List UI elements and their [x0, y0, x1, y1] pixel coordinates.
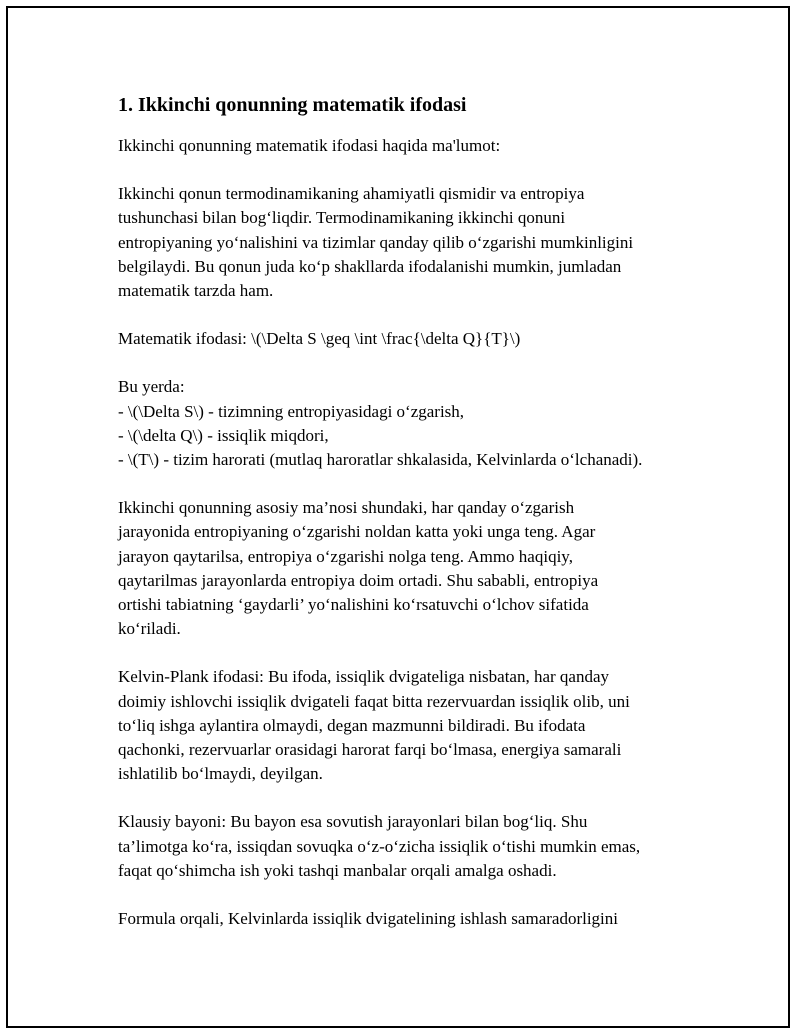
text-line: jarayon qaytarilsa, entropiya o‘zgarishi nolga teng. Ammo haqiqiy, [118, 546, 573, 566]
text-line: Kelvin-Plank ifodasi: Bu ifoda, issiqlik dvigateliga nisbatan, har qanday [118, 667, 610, 687]
formula-paragraph [118, 327, 698, 351]
text-line: Ikkinchi qonunning asosiy ma’nosi shundaki, har qanday o‘zgarish [118, 498, 575, 518]
paragraph-kelvin-plank [118, 665, 698, 786]
text-line: tushunchasi bilan bog‘liqdir. Termodinamikaning ikkinchi qonuni [118, 208, 566, 228]
text-line: ortishi tabiatning ‘gaydarli’ yo‘nalishini ko‘rsatuvchi o‘lchov sifatida [118, 595, 589, 615]
text-line: belgilaydi. Bu qonun juda ko‘p shakllarda ifodalanishi mumkin, jumladan [118, 256, 622, 276]
text-line: Ikkinchi qonun termodinamikaning ahamiyatli qismidir va entropiya [118, 184, 585, 204]
definitions-list [118, 375, 698, 472]
text-line: qaytarilmas jarayonlarda entropiya doim ortadi. Shu sababli, entropiya [118, 570, 599, 590]
paragraph-formula-efficiency [118, 907, 698, 931]
paragraph-entropy-overview [118, 182, 698, 303]
text-line: doimiy ishlovchi issiqlik dvigateli faqat bitta rezervuardan issiqlik olib, uni [118, 691, 630, 711]
section-heading: 1. Ikkinchi qonunning matematik ifodasi [118, 94, 467, 116]
document-body [118, 92, 698, 955]
intro-line: Ikkinchi qonunning matematik ifodasi haqida ma'lumot: [118, 136, 501, 155]
text-line: qachonki, rezervuarlar orasidagi harorat farqi bo‘lmasa, energiya samarali [118, 740, 622, 760]
text-line: Formula orqali, Kelvinlarda issiqlik dvigatelining ishlash samaradorligini [118, 909, 618, 929]
definitions-intro: Bu yerda: [118, 377, 185, 397]
paragraph-meaning [118, 496, 698, 641]
formula-line: Matematik ifodasi: \(\Delta S \geq \int \frac{\delta Q}{T}\) [118, 329, 521, 349]
text-line: jarayonida entropiyaning o‘zgarishi noldan katta yoki unga teng. Agar [118, 522, 596, 542]
text-line: ko‘riladi. [118, 619, 181, 639]
definition-item: - \(\delta Q\) - issiqlik miqdori, [118, 425, 329, 445]
paragraph-clausius [118, 810, 698, 883]
definition-item: - \(T\) - tizim harorati (mutlaq haroratlar shkalasida, Kelvinlarda o‘lchanadi). [118, 450, 643, 470]
text-line: entropiyaning yo‘nalishini va tizimlar qanday qilib o‘zgarishi mumkinligini [118, 232, 634, 252]
intro-paragraph [118, 134, 698, 158]
text-line: matematik tarzda ham. [118, 281, 274, 301]
text-line: to‘liq ishga aylantira olmaydi, degan mazmunni bildiradi. Bu ifodata [118, 715, 586, 735]
text-line: faqat qo‘shimcha ish yoki tashqi manbalar orqali amalga oshadi. [118, 860, 557, 880]
definition-item: - \(\Delta S\) - tizimning entropiyasidagi o‘zgarish, [118, 401, 465, 421]
text-line: Klausiy bayoni: Bu bayon esa sovutish jarayonlari bilan bog‘liq. Shu [118, 812, 588, 832]
text-line: ta’limotga ko‘ra, issiqdan sovuqka o‘z-o‘zicha issiqlik o‘tishi mumkin emas, [118, 836, 641, 856]
text-line: ishlatilib bo‘lmaydi, deyilgan. [118, 764, 323, 784]
